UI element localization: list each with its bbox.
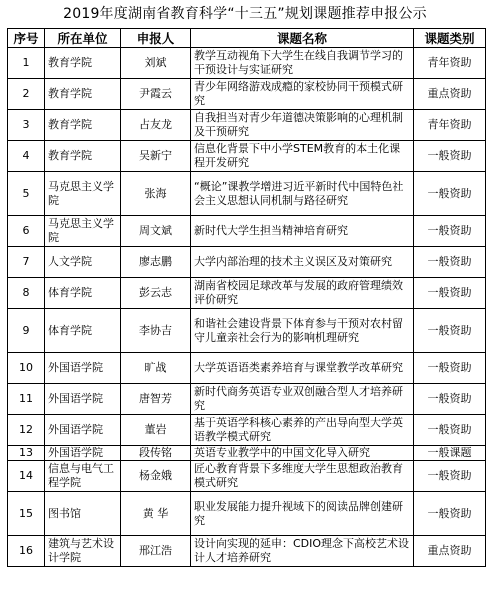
row-unit: 信息与电气工程学院 (45, 461, 121, 492)
row-category: 青年资助 (414, 110, 486, 141)
row-number: 7 (8, 247, 45, 278)
table-row (8, 309, 486, 353)
col-header-unit: 所在单位 (45, 29, 121, 48)
row-person: 董岩 (121, 415, 191, 446)
row-category: 一般资助 (414, 415, 486, 446)
row-category: 重点资助 (414, 536, 486, 567)
table-header-row (8, 29, 486, 48)
row-category: 一般资助 (414, 384, 486, 415)
row-number: 6 (8, 216, 45, 247)
table-row (8, 446, 486, 461)
row-person: 廖志鹏 (121, 247, 191, 278)
row-unit: 马克思主义学院 (45, 216, 121, 247)
col-header-no: 序号 (8, 29, 45, 48)
row-person: 吴新宁 (121, 141, 191, 172)
row-number: 16 (8, 536, 45, 567)
table-row (8, 79, 486, 110)
row-person: 占友龙 (121, 110, 191, 141)
row-number: 9 (8, 309, 45, 353)
page-title: 2019年度湖南省教育科学“十三五”规划课题推荐申报公示 (63, 6, 427, 22)
table-row (8, 172, 486, 216)
row-person: 彭云志 (121, 278, 191, 309)
row-unit: 建筑与艺术设计学院 (45, 536, 121, 567)
row-person: 张海 (121, 172, 191, 216)
row-category: 重点资助 (414, 79, 486, 110)
table-row (8, 492, 486, 536)
row-person: 邢江浩 (121, 536, 191, 567)
row-person: 尹霞云 (121, 79, 191, 110)
row-topic: 和谐社会建设背景下体育参与干预对农村留守儿童亲社会行为的影响机理研究 (191, 309, 414, 353)
row-person: 旷战 (121, 353, 191, 384)
row-person: 黄 华 (121, 492, 191, 536)
row-category: 一般资助 (414, 353, 486, 384)
row-unit: 外国语学院 (45, 415, 121, 446)
row-topic: 教学互动视角下大学生在线自我调节学习的干预设计与实证研究 (191, 48, 414, 79)
row-number: 11 (8, 384, 45, 415)
row-person: 刘斌 (121, 48, 191, 79)
row-number: 1 (8, 48, 45, 79)
col-header-topic: 课题名称 (191, 29, 414, 48)
row-number: 4 (8, 141, 45, 172)
table-row (8, 415, 486, 446)
row-unit: 外国语学院 (45, 353, 121, 384)
row-topic: “概论”课教学增进习近平新时代中国特色社会主义思想认同机制与路径研究 (191, 172, 414, 216)
row-category: 一般资助 (414, 216, 486, 247)
row-unit: 教育学院 (45, 48, 121, 79)
row-unit: 外国语学院 (45, 446, 121, 461)
row-topic: 湖南省校园足球改革与发展的政府管理绩效评价研究 (191, 278, 414, 309)
table-row (8, 353, 486, 384)
row-topic: 青少年网络游戏成瘾的家校协同干预模式研究 (191, 79, 414, 110)
table-row (8, 247, 486, 278)
row-unit: 教育学院 (45, 110, 121, 141)
row-category: 一般资助 (414, 461, 486, 492)
row-number: 10 (8, 353, 45, 384)
table-row (8, 461, 486, 492)
row-topic: 职业发展能力提升视域下的阅读品牌创建研究 (191, 492, 414, 536)
row-number: 15 (8, 492, 45, 536)
row-topic: 英语专业教学中的中国文化导入研究 (191, 446, 414, 461)
row-number: 14 (8, 461, 45, 492)
row-unit: 教育学院 (45, 79, 121, 110)
row-number: 5 (8, 172, 45, 216)
row-topic: 设计向实现的延申：CDIO理念下高校艺术设计人才培养研究 (191, 536, 414, 567)
row-number: 8 (8, 278, 45, 309)
row-topic: 基于英语学科核心素养的产出导向型大学英语教学模式研究 (191, 415, 414, 446)
row-topic: 信息化背景下中小学STEM教育的本土化课程开发研究 (191, 141, 414, 172)
row-topic: 自我担当对青少年道德决策影响的心理机制及干预研究 (191, 110, 414, 141)
row-category: 一般资助 (414, 247, 486, 278)
row-category: 一般资助 (414, 141, 486, 172)
row-topic: 新时代大学生担当精神培育研究 (191, 216, 414, 247)
row-person: 周文斌 (121, 216, 191, 247)
row-person: 李协吉 (121, 309, 191, 353)
results-table (7, 28, 486, 567)
col-header-category: 课题类别 (414, 29, 486, 48)
table-row (8, 48, 486, 79)
row-unit: 图书馆 (45, 492, 121, 536)
row-unit: 体育学院 (45, 309, 121, 353)
row-number: 13 (8, 446, 45, 461)
col-header-person: 申报人 (121, 29, 191, 48)
row-number: 12 (8, 415, 45, 446)
row-category: 一般资助 (414, 309, 486, 353)
table-row (8, 536, 486, 567)
row-category: 青年资助 (414, 48, 486, 79)
table-row (8, 110, 486, 141)
table-row (8, 278, 486, 309)
row-unit: 马克思主义学院 (45, 172, 121, 216)
row-person: 唐智芳 (121, 384, 191, 415)
row-person: 段传铭 (121, 446, 191, 461)
row-unit: 教育学院 (45, 141, 121, 172)
row-number: 3 (8, 110, 45, 141)
row-category: 一般课题 (414, 446, 486, 461)
row-unit: 人文学院 (45, 247, 121, 278)
row-category: 一般资助 (414, 492, 486, 536)
row-number: 2 (8, 79, 45, 110)
row-topic: 大学英语语类素养培育与课堂教学改革研究 (191, 353, 414, 384)
row-topic: 匠心教育背景下多维度大学生思想政治教育模式研究 (191, 461, 414, 492)
row-unit: 体育学院 (45, 278, 121, 309)
row-unit: 外国语学院 (45, 384, 121, 415)
row-person: 杨金娥 (121, 461, 191, 492)
table-row (8, 141, 486, 172)
table-row (8, 216, 486, 247)
row-category: 一般资助 (414, 172, 486, 216)
row-topic: 大学内部治理的技术主义误区及对策研究 (191, 247, 414, 278)
table-row (8, 384, 486, 415)
row-topic: 新时代商务英语专业双创融合型人才培养研究 (191, 384, 414, 415)
row-category: 一般资助 (414, 278, 486, 309)
